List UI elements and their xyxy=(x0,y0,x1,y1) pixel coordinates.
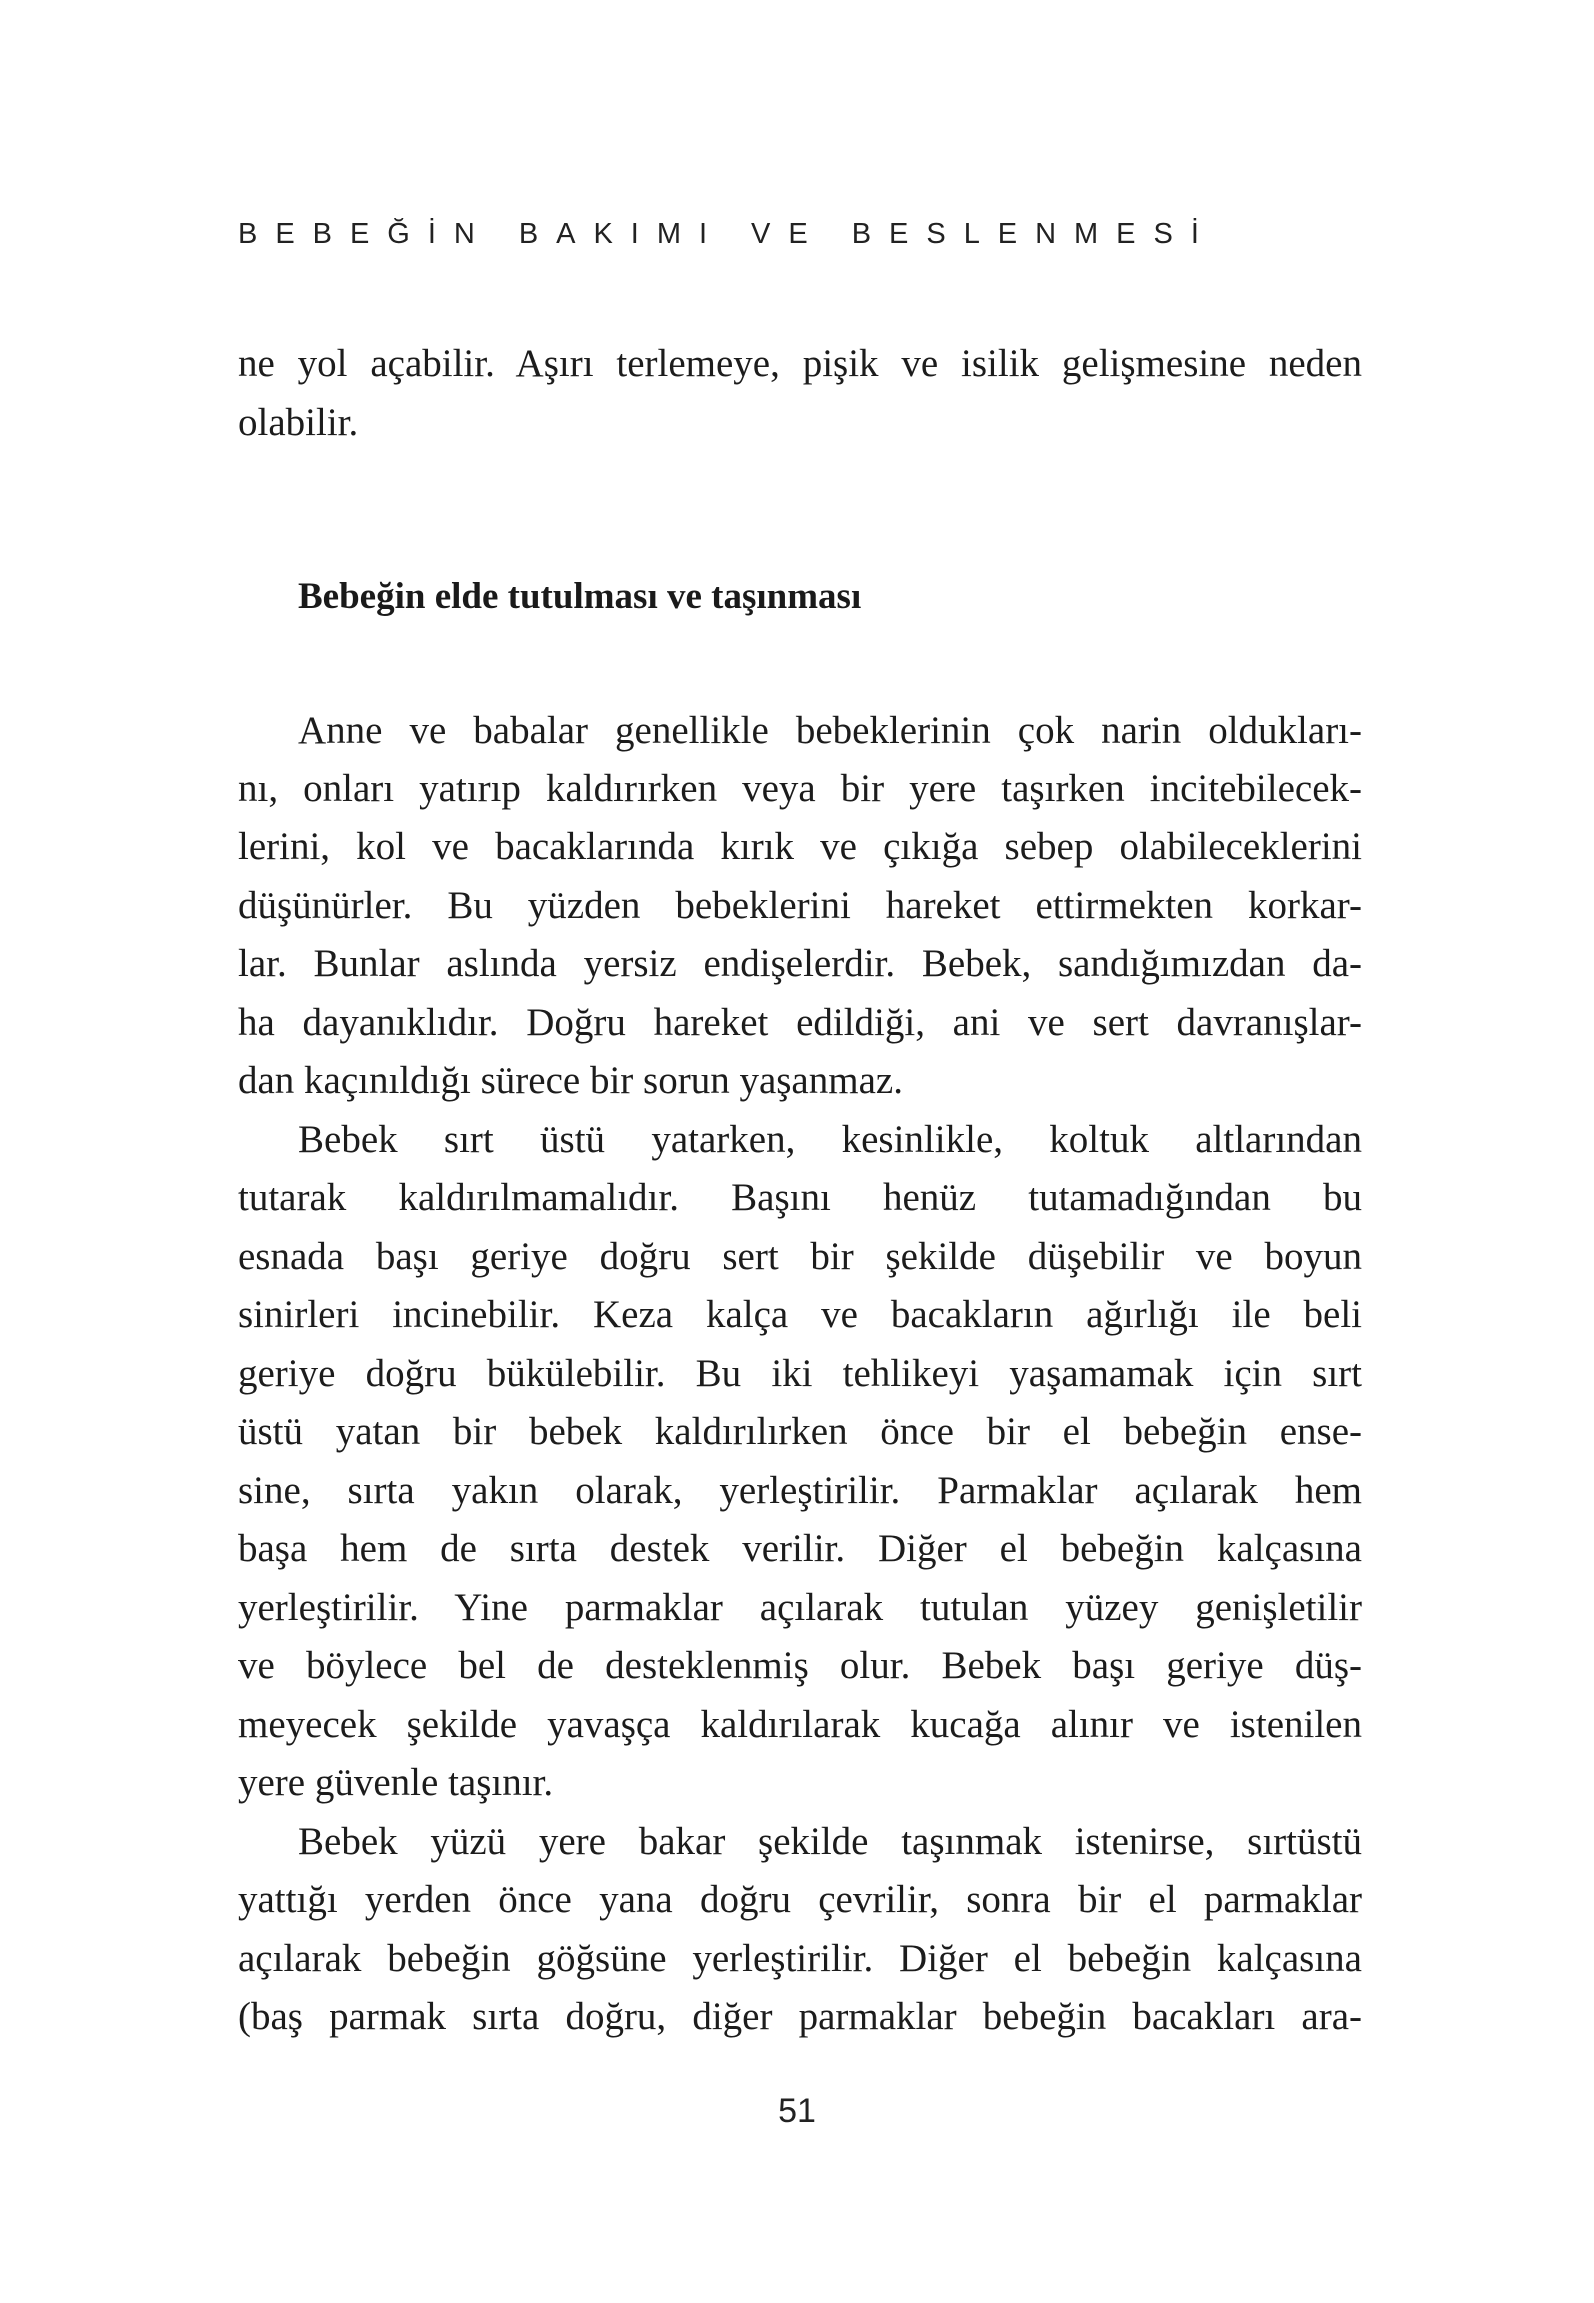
text-line: düşünürler. Bu yüzden bebeklerini hareket ettirmekten korkar- xyxy=(238,884,1362,927)
text-line: üstü yatan bir bebek kaldırılırken önce bir el bebeğin ense- xyxy=(238,1410,1362,1453)
page-number: 51 xyxy=(778,2092,816,2130)
text-line: meyecek şekilde yavaşça kaldırılarak kucağa alınır ve istenilen xyxy=(238,1703,1362,1746)
section-heading: Bebeğin elde tutulması ve taşınması xyxy=(298,576,862,617)
text-line: sinirleri incinebilir. Keza kalça ve bacakların ağırlığı ile beli xyxy=(238,1293,1362,1336)
text-line: (baş parmak sırta doğru, diğer parmaklar bebeğin bacakları ara- xyxy=(238,1995,1362,2038)
text-line: dan kaçınıldığı sürece bir sorun yaşanmaz. xyxy=(238,1059,903,1102)
text-line: sine, sırta yakın olarak, yerleştirilir. Parmaklar açılarak hem xyxy=(238,1469,1362,1512)
text-line: lerini, kol ve bacaklarında kırık ve çıkığa sebep olabileceklerini xyxy=(238,825,1362,868)
text-line: Bebek sırt üstü yatarken, kesinlikle, koltuk altlarından xyxy=(298,1118,1362,1161)
text-line: Anne ve babalar genellikle bebeklerinin çok narin oldukları- xyxy=(298,709,1362,752)
text-line: olabilir. xyxy=(238,401,359,444)
text-line: yere güvenle taşınır. xyxy=(238,1761,554,1804)
text-line: ha dayanıklıdır. Doğru hareket edildiği, ani ve sert davranışlar- xyxy=(238,1001,1362,1044)
text-line: ve böylece bel de desteklenmiş olur. Bebek başı geriye düş- xyxy=(238,1644,1362,1687)
text-line: Bebek yüzü yere bakar şekilde taşınmak istenirse, sırtüstü xyxy=(298,1820,1362,1863)
text-line: nı, onları yatırıp kaldırırken veya bir yere taşırken incitebilecek- xyxy=(238,767,1362,810)
text-line: başa hem de sırta destek verilir. Diğer el bebeğin kalçasına xyxy=(238,1527,1362,1570)
text-line: lar. Bunlar aslında yersiz endişelerdir. Bebek, sandığımızdan da- xyxy=(238,942,1362,985)
text-line: esnada başı geriye doğru sert bir şekilde düşebilir ve boyun xyxy=(238,1235,1362,1278)
text-line: yattığı yerden önce yana doğru çevrilir, sonra bir el parmaklar xyxy=(238,1878,1362,1921)
text-line: tutarak kaldırılmamalıdır. Başını henüz tutamadığından bu xyxy=(238,1176,1362,1219)
text-line: yerleştirilir. Yine parmaklar açılarak tutulan yüzey genişletilir xyxy=(238,1586,1362,1629)
running-head: BEBEĞİN BAKIMI VE BESLENMESİ xyxy=(238,218,1217,250)
text-line: açılarak bebeğin göğsüne yerleştirilir. Diğer el bebeğin kalçasına xyxy=(238,1937,1362,1980)
text-line: geriye doğru bükülebilir. Bu iki tehlikeyi yaşamamak için sırt xyxy=(238,1352,1362,1395)
text-line: ne yol açabilir. Aşırı terlemeye, pişik ve isilik gelişmesine neden xyxy=(238,342,1362,385)
